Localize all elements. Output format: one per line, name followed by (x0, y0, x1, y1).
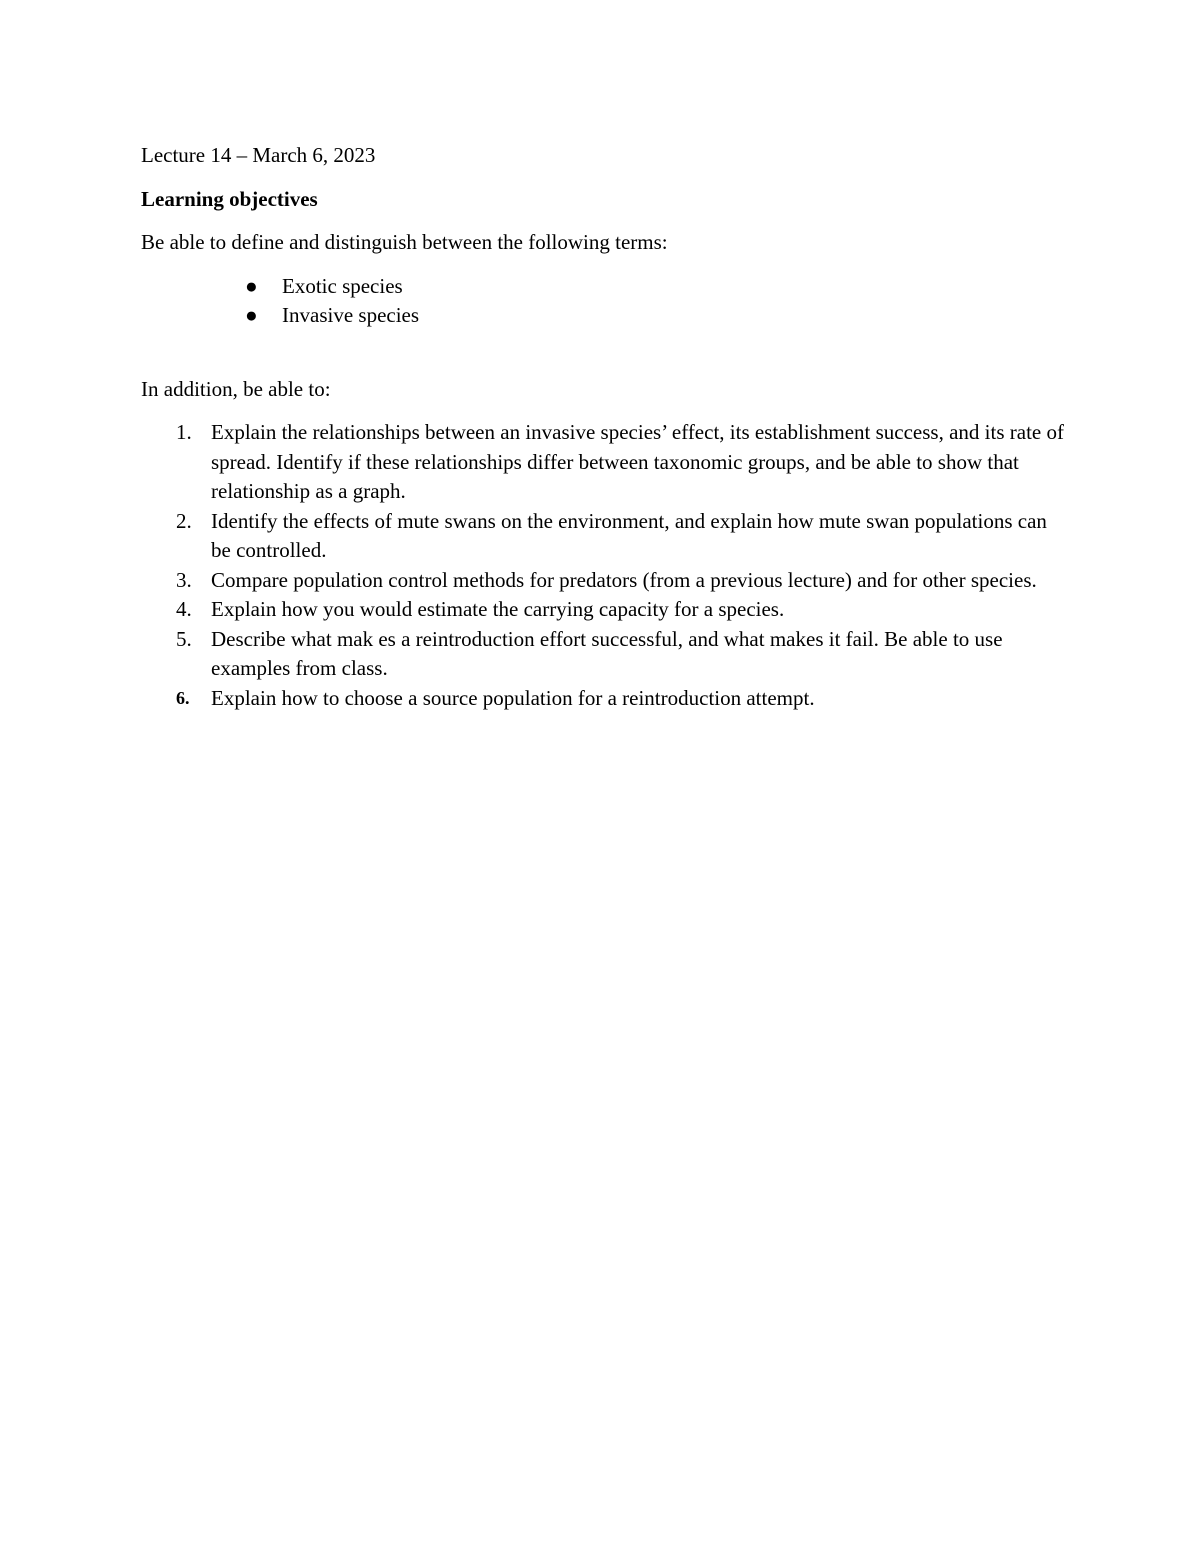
list-item (141, 625, 1071, 684)
item-number: 4. (176, 597, 192, 621)
objective-text: Identify the effects of mute swans on the environment, and explain how mute swan populations can be controlled. (211, 508, 1047, 562)
item-number: 1. (176, 420, 192, 444)
addition-intro: In addition, be able to: (141, 376, 331, 401)
document-body (141, 141, 1071, 713)
bullet-icon: ● (245, 273, 258, 298)
lecture-header: Lecture 14 – March 6, 2023 (141, 143, 376, 167)
list-item (141, 566, 1071, 596)
item-number: 5. (176, 626, 192, 651)
objective-text: Explain the relationships between an invasive species’ effect, its establishment success, and its rate of spread. Identify if these relationships differ between taxonomic groups, and be able to show that relationship as a graph. (211, 420, 1064, 503)
item-number: 3. (176, 567, 192, 592)
item-number: 2. (176, 508, 192, 533)
objective-text: Describe what mak es a reintroduction effort successful, and what makes it fail. Be able to use examples from class. (211, 626, 1003, 680)
bullet-icon: ● (245, 303, 258, 327)
terms-list (141, 272, 1071, 331)
term-text: Invasive species (282, 303, 420, 327)
objective-text: Explain how to choose a source population for a reintroduction attempt. (211, 685, 815, 710)
list-item (141, 684, 1071, 714)
list-item (141, 272, 1071, 302)
list-item (141, 507, 1071, 566)
objectives-list (141, 418, 1071, 713)
objective-text: Compare population control methods for predators (from a previous lecture) and for other species. (211, 567, 1037, 592)
objective-text: Explain how you would estimate the carrying capacity for a species. (211, 597, 785, 621)
item-number: 6. (176, 687, 190, 708)
learning-objectives-heading: Learning objectives (141, 186, 318, 211)
list-item (141, 301, 1071, 331)
list-item (141, 418, 1071, 507)
terms-intro: Be able to define and distinguish between the following terms: (141, 230, 668, 254)
list-item (141, 595, 1071, 625)
term-text: Exotic species (282, 273, 403, 298)
